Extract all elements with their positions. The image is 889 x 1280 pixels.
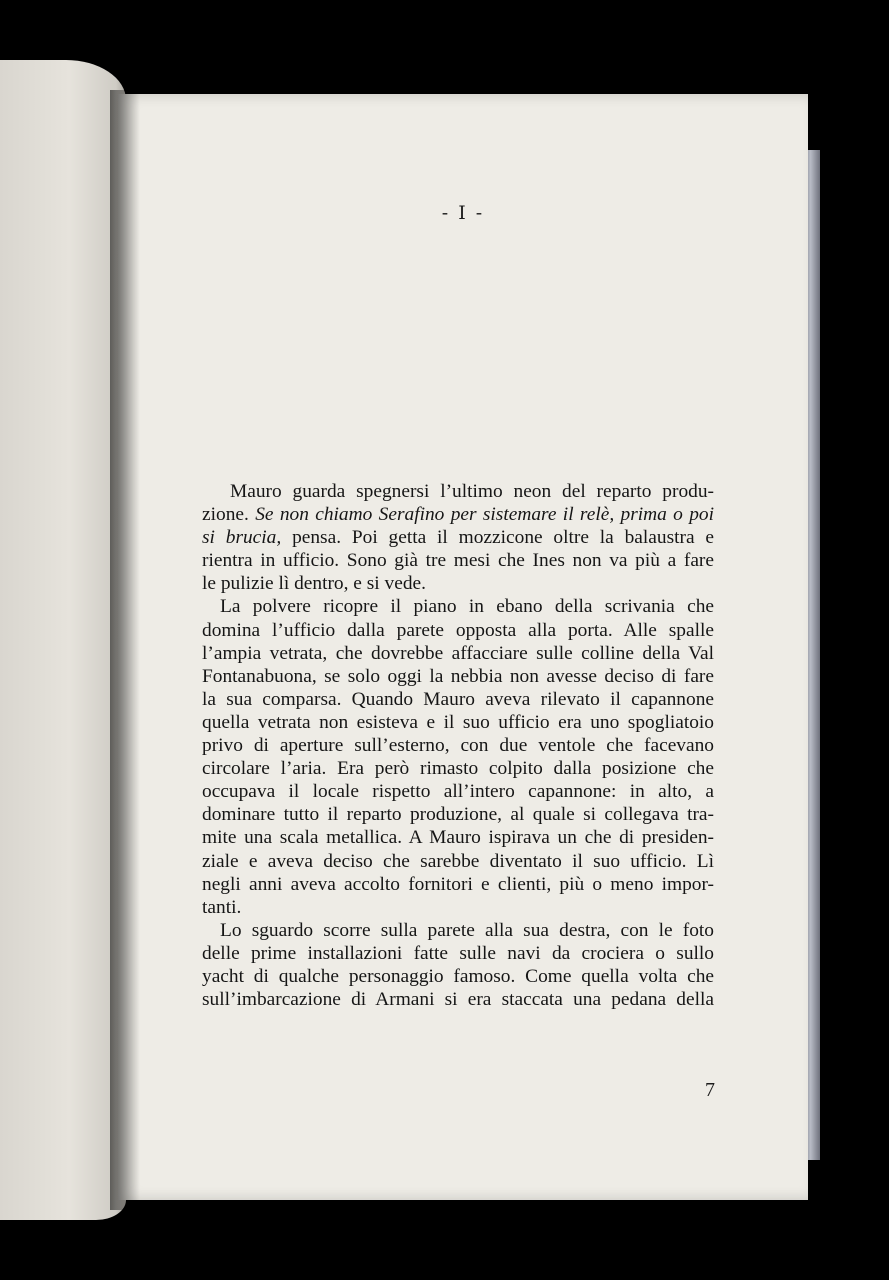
- paragraph-1: [202, 480, 714, 595]
- gutter-shadow: [110, 90, 140, 1210]
- paragraph-2: [202, 595, 714, 918]
- text-line: l’ampia vetrata, che dovrebbe affacciare sulle colline della Val: [202, 642, 714, 664]
- text-line: quella vetrata non esisteva e il suo ufficio era uno spogliatoio: [202, 711, 714, 733]
- text-line: ziale e aveva deciso che sarebbe diventato il suo ufficio. Lì: [202, 850, 714, 872]
- text-line: negli anni aveva accolto fornitori e clienti, più o meno impor-: [202, 873, 714, 895]
- paragraph-3: [202, 919, 714, 1011]
- text-line: Mauro guarda spegnersi l’ultimo neon del reparto produ-: [230, 481, 714, 502]
- text-line: sull’imbarcazione di Armani si era staccata una pedana della: [202, 989, 714, 1011]
- text-line: rientra in ufficio. Sono già tre mesi che Ines non va più a fare: [202, 550, 714, 572]
- text-line: Lo sguardo scorre sulla parete alla sua destra, con le foto: [220, 919, 714, 941]
- text-line: mite una scala metallica. A Mauro ispirava un che di presiden-: [202, 827, 714, 849]
- italic-thought: si brucia,: [202, 527, 282, 549]
- text-line: si brucia, pensa. Poi getta il mozzicone oltre la balaustra e: [202, 527, 714, 549]
- text-line: occupava il locale rispetto all’intero capannone: in alto, a: [202, 781, 714, 803]
- text-line: la sua comparsa. Quando Mauro aveva rilevato il capannone: [202, 688, 714, 710]
- text-line: zione. Se non chiamo Serafino per sistemare il relè, prima o poi: [202, 504, 714, 526]
- page-number: 7: [705, 1079, 715, 1101]
- text-line: yacht di qualche personaggio famoso. Come quella volta che: [202, 965, 714, 987]
- text-line: domina l’ufficio dalla parete opposta alla porta. Alle spalle: [202, 619, 714, 641]
- text-line: delle prime installazioni fatte sulle navi da crociera o sullo: [202, 942, 714, 964]
- body-text: [202, 480, 714, 1011]
- italic-thought: Se non chiamo Serafino per sistemare il relè, prima o poi: [255, 504, 714, 526]
- right-page: [118, 94, 808, 1200]
- text-line: le pulizie lì dentro, e si vede.: [202, 573, 426, 595]
- text-line: La polvere ricopre il piano in ebano della scrivania che: [220, 596, 714, 618]
- chapter-number: - I -: [441, 202, 485, 224]
- left-page-edge: [0, 60, 126, 1220]
- text-line: dominare tutto il reparto produzione, al quale si collegava tra-: [202, 804, 714, 826]
- text-line: Fontanabuona, se solo oggi la nebbia non avesse deciso di fare: [202, 665, 714, 687]
- text-line: circolare l’aria. Era però rimasto colpito dalla posizione che: [202, 758, 714, 780]
- text-line: tanti.: [202, 896, 242, 918]
- text-line: privo di aperture sull’esterno, con due ventole che facevano: [202, 735, 714, 757]
